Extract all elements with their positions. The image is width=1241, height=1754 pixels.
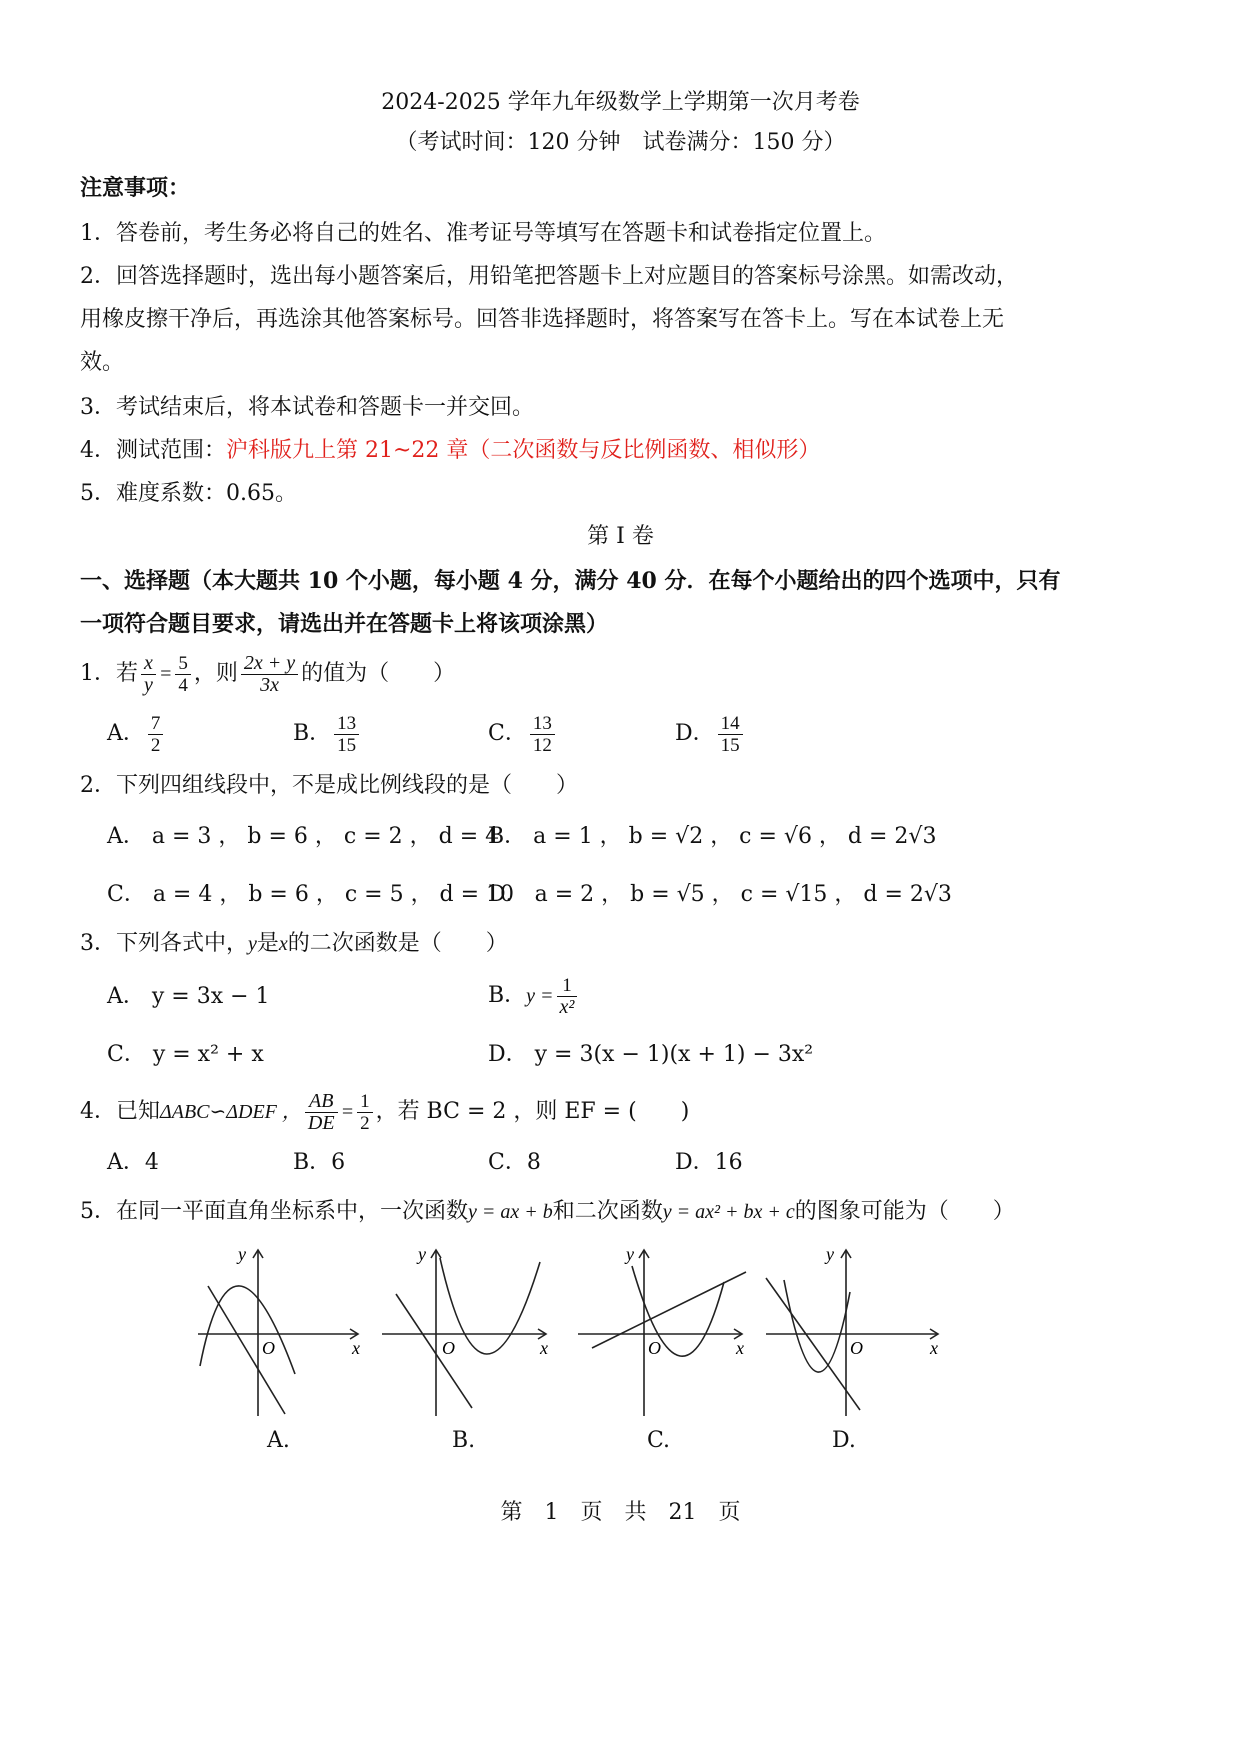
- axis-y-label: y: [626, 1244, 634, 1264]
- q5-graph-d[interactable]: [762, 1238, 942, 1418]
- notice-item-2-line-2: 用橡皮擦干净后，再选涂其他答案标号。回答非选择题时，将答案写在答卡上。写在本试卷上无: [80, 307, 1005, 332]
- axis-x-label: x: [352, 1338, 360, 1358]
- q1-prefix: 1．若: [80, 661, 138, 686]
- q5-label-c: C.: [647, 1428, 671, 1453]
- q3-option-a[interactable]: A． y = 3x − 1: [107, 984, 270, 1009]
- q4-fraction-ab-de: $\frac{AB}{DE}$: [305, 1091, 338, 1134]
- notice-item-4-prefix: 4．测试范围：: [80, 438, 226, 463]
- notice-item-5: 5．难度系数：0.65。: [80, 481, 297, 506]
- q2-option-c[interactable]: C． a = 4 ， b = 6 ， c = 5 ， d = 10: [107, 882, 515, 907]
- question-2-stem: 2．下列四组线段中，不是成比例线段的是（ ）: [80, 773, 578, 798]
- q1-fraction-expression: $\frac{2x + y}{3x}$: [241, 653, 298, 696]
- q1-fraction-x-over-y: $\frac{x}{y}$: [141, 653, 156, 696]
- q4-option-d[interactable]: D．16: [675, 1150, 743, 1175]
- q1-option-d[interactable]: D． $\frac{14}{15}$: [675, 710, 746, 758]
- page-footer: 第 1 页 共 21 页: [500, 1500, 741, 1525]
- notice-heading: 注意事项：: [80, 175, 191, 201]
- axis-y-label: y: [418, 1244, 426, 1264]
- origin-label: O: [648, 1338, 661, 1358]
- q3-option-b[interactable]: B．y = $\frac{1}{\text{x²}}$: [488, 970, 580, 1022]
- exam-info: （考试时间：120 分钟 试卷满分：150 分）: [395, 130, 846, 155]
- q1-option-b[interactable]: B． $\frac{13}{15}$: [293, 710, 362, 758]
- question-1-stem: 1．若 $\frac{x}{y}$ = $\frac{5}{4}$ ，则 $\frac{2x + y}{3x}$ 的值为（ ）: [80, 651, 456, 696]
- page-title: 2024-2025 学年九年级数学上学期第一次月考卷: [381, 90, 860, 115]
- q1-option-a[interactable]: A． $\frac{7}{2}$: [107, 710, 166, 758]
- q5-graph-a[interactable]: [190, 1238, 370, 1418]
- origin-label: O: [262, 1338, 275, 1358]
- q2-option-a[interactable]: A． a = 3 ， b = 6 ， c = 2 ， d = 4: [107, 824, 500, 849]
- q4-option-b[interactable]: B．6: [293, 1150, 346, 1175]
- question-5-stem: 5．在同一平面直角坐标系中，一次函数y = ax + b和二次函数y = ax² + bx + c的图象可能为（ ）: [80, 1199, 1015, 1224]
- q5-label-b: B.: [452, 1428, 476, 1453]
- axis-x-label: x: [540, 1338, 548, 1358]
- question-3-stem: 3．下列各式中，y是x的二次函数是（ ）: [80, 931, 508, 956]
- notice-item-1: 1．答卷前，考生务必将自己的姓名、准考证号等填写在答题卡和试卷指定位置上。: [80, 221, 886, 246]
- q5-graph-c[interactable]: [574, 1238, 754, 1418]
- q5-graph-b[interactable]: [378, 1238, 558, 1418]
- test-range: 沪科版九上第 21~22 章（二次函数与反比例函数、相似形）: [226, 438, 821, 463]
- q5-label-d: D.: [832, 1428, 856, 1453]
- origin-label: O: [850, 1338, 863, 1358]
- section-heading-line-2: 一项符合题目要求，请选出并在答题卡上将该项涂黑）: [80, 611, 609, 637]
- q5-label-a: A.: [267, 1428, 290, 1453]
- axis-y-label: y: [238, 1244, 246, 1264]
- q3-option-c[interactable]: C． y = x² + x: [107, 1042, 264, 1067]
- notice-item-3: 3．考试结束后，将本试卷和答题卡一并交回。: [80, 395, 534, 420]
- q4-option-a[interactable]: A．4: [107, 1150, 159, 1175]
- q2-option-d[interactable]: D． a = 2 ， b = √5 ， c = √15 ， d = 2√3: [488, 882, 952, 907]
- notice-item-4: [80, 436, 820, 466]
- q3-option-d[interactable]: D． y = 3(x − 1)(x + 1) − 3x²: [488, 1042, 814, 1067]
- origin-label: O: [442, 1338, 455, 1358]
- section-heading-line-1: 一、选择题（本大题共 10 个小题，每小题 4 分，满分 40 分．在每个小题给出的四个选项中，只有: [80, 568, 1061, 594]
- axis-y-label: y: [826, 1244, 834, 1264]
- q4-fraction-one-half: $\frac{1}{2}$: [357, 1091, 373, 1134]
- q1-suffix: 的值为（ ）: [301, 661, 456, 686]
- volume-title: 第 I 卷: [587, 524, 654, 549]
- question-4-stem: 4．已知ΔABC∽ΔDEF ， $\frac{AB}{DE}$ = $\frac{1}{2}$ ，若 BC = 2 ，则 EF = ( ): [80, 1089, 690, 1134]
- axis-x-label: x: [736, 1338, 744, 1358]
- notice-item-2-line-3: 效。: [80, 350, 125, 375]
- notice-item-2-line-1: 2．回答选择题时，选出每小题答案后，用铅笔把答题卡上对应题目的答案标号涂黑。如需改动，: [80, 264, 1019, 289]
- q1-fraction-5-over-4: $\frac{5}{4}$: [175, 653, 191, 696]
- q4-option-c[interactable]: C．8: [488, 1150, 541, 1175]
- q1-option-c[interactable]: C． $\frac{13}{12}$: [488, 710, 558, 758]
- q2-option-b[interactable]: B． a = 1 ， b = √2 ， c = √6 ， d = 2√3: [488, 824, 937, 849]
- axis-x-label: x: [930, 1338, 938, 1358]
- q1-mid: ，则: [193, 661, 238, 686]
